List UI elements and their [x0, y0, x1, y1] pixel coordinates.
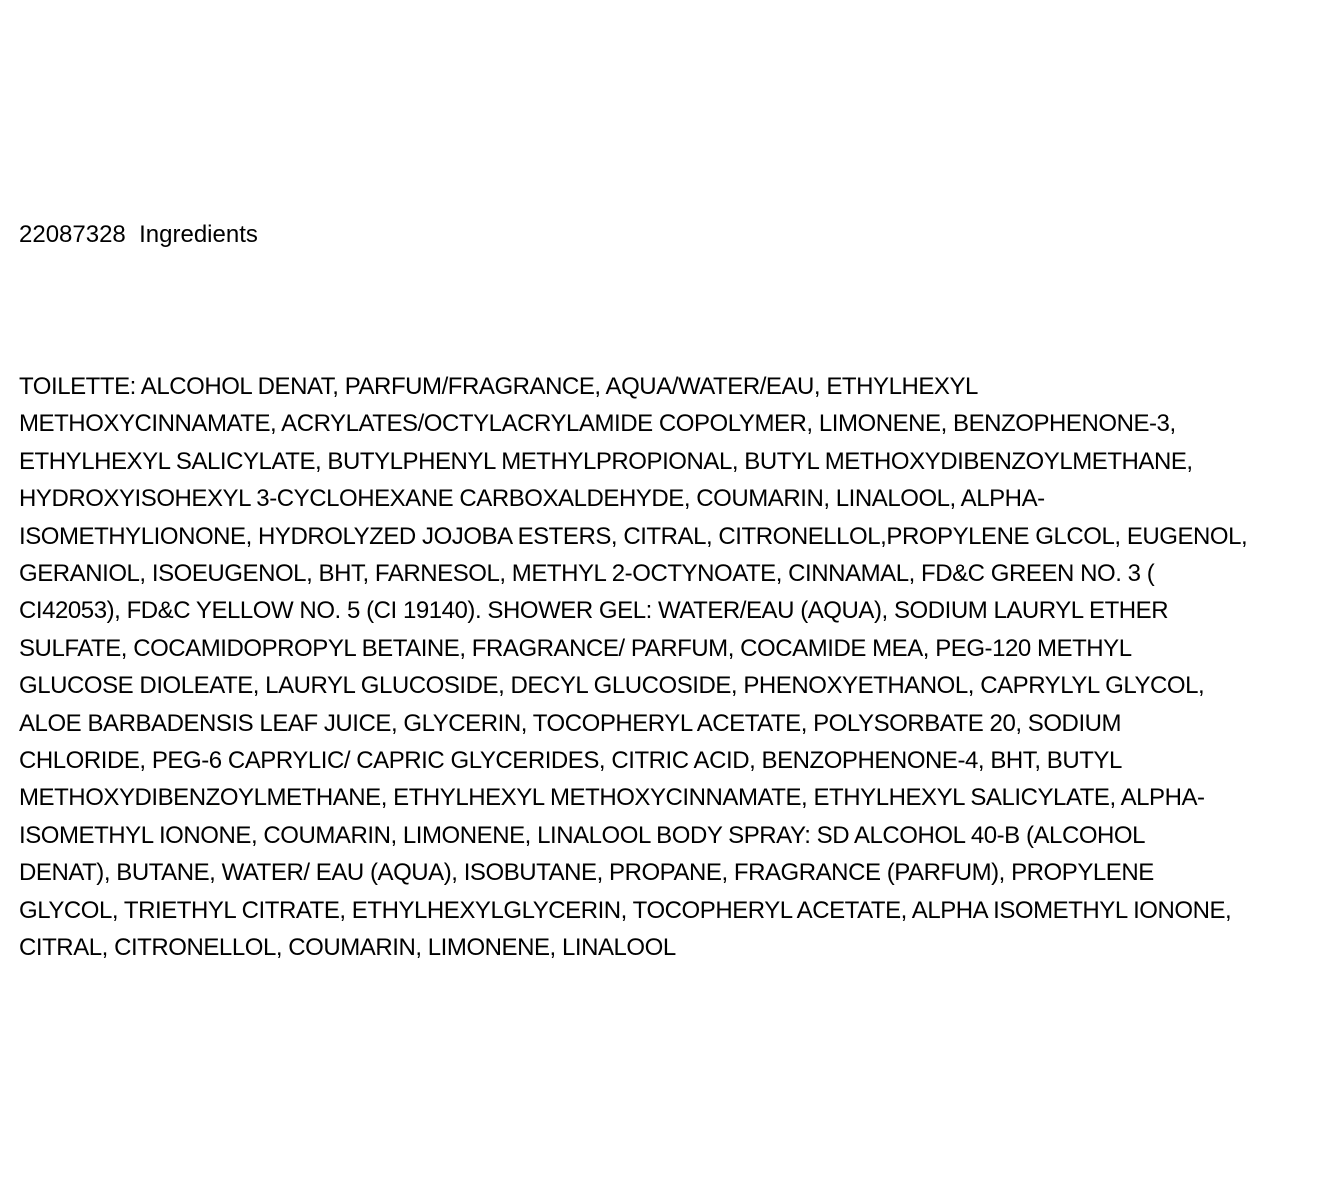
ingredients-line: GLUCOSE DIOLEATE, LAURYL GLUCOSIDE, DECYL GLUCOSIDE, PHENOXYETHANOL, CAPRYLYL GLYCOL, — [19, 672, 1205, 700]
ingredients-line: METHOXYCINNAMATE, ACRYLATES/OCTYLACRYLAMIDE COPOLYMER, LIMONENE, BENZOPHENONE-3, — [19, 410, 1176, 438]
ingredients-line: ALOE BARBADENSIS LEAF JUICE, GLYCERIN, TOCOPHERYL ACETATE, POLYSORBATE 20, SODIUM — [19, 709, 1122, 737]
ingredients-line: SULFATE, COCAMIDOPROPYL BETAINE, FRAGRANCE/ PARFUM, COCAMIDE MEA, PEG-120 METHYL — [19, 634, 1132, 662]
ingredients-list — [19, 368, 1329, 967]
ingredients-line: CI42053), FD&C YELLOW NO. 5 (CI 19140). SHOWER GEL: WATER/EAU (AQUA), SODIUM LAURYL ETHER — [19, 597, 1169, 625]
ingredients-line: ISOMETHYL IONONE, COUMARIN, LIMONENE, LINALOOL BODY SPRAY: SD ALCOHOL 40-B (ALCOHOL — [19, 821, 1146, 849]
ingredients-line: METHOXYDIBENZOYLMETHANE, ETHYLHEXYL METHOXYCINNAMATE, ETHYLHEXYL SALICYLATE, ALPHA- — [19, 784, 1205, 812]
ingredients-line: DENAT), BUTANE, WATER/ EAU (AQUA), ISOBUTANE, PROPANE, FRAGRANCE (PARFUM), PROPYLENE — [19, 859, 1154, 887]
ingredients-line: CHLORIDE, PEG-6 CAPRYLIC/ CAPRIC GLYCERIDES, CITRIC ACID, BENZOPHENONE-4, BHT, BUTYL — [19, 747, 1122, 775]
ingredients-line: ETHYLHEXYL SALICYLATE, BUTYLPHENYL METHYLPROPIONAL, BUTYL METHOXYDIBENZOYLMETHANE, — [19, 447, 1193, 475]
ingredients-line: GLYCOL, TRIETHYL CITRATE, ETHYLHEXYLGLYCERIN, TOCOPHERYL ACETATE, ALPHA ISOMETHYL IONONE, — [19, 896, 1232, 924]
ingredients-line: HYDROXYISOHEXYL 3-CYCLOHEXANE CARBOXALDEHYDE, COUMARIN, LINALOOL, ALPHA- — [19, 485, 1045, 513]
document-header: 22087328 Ingredients — [19, 221, 258, 248]
ingredients-line: GERANIOL, ISOEUGENOL, BHT, FARNESOL, METHYL 2-OCTYNOATE, CINNAMAL, FD&C GREEN NO. 3 ( — [19, 560, 1155, 588]
ingredients-line: TOILETTE: ALCOHOL DENAT, PARFUM/FRAGRANCE, AQUA/WATER/EAU, ETHYLHEXYL — [19, 373, 978, 400]
ingredients-line: CITRAL, CITRONELLOL, COUMARIN, LIMONENE, LINALOOL — [19, 934, 676, 962]
ingredients-line: ISOMETHYLIONONE, HYDROLYZED JOJOBA ESTERS, CITRAL, CITRONELLOL,PROPYLENE GLCOL, EUGENOL, — [19, 522, 1248, 550]
